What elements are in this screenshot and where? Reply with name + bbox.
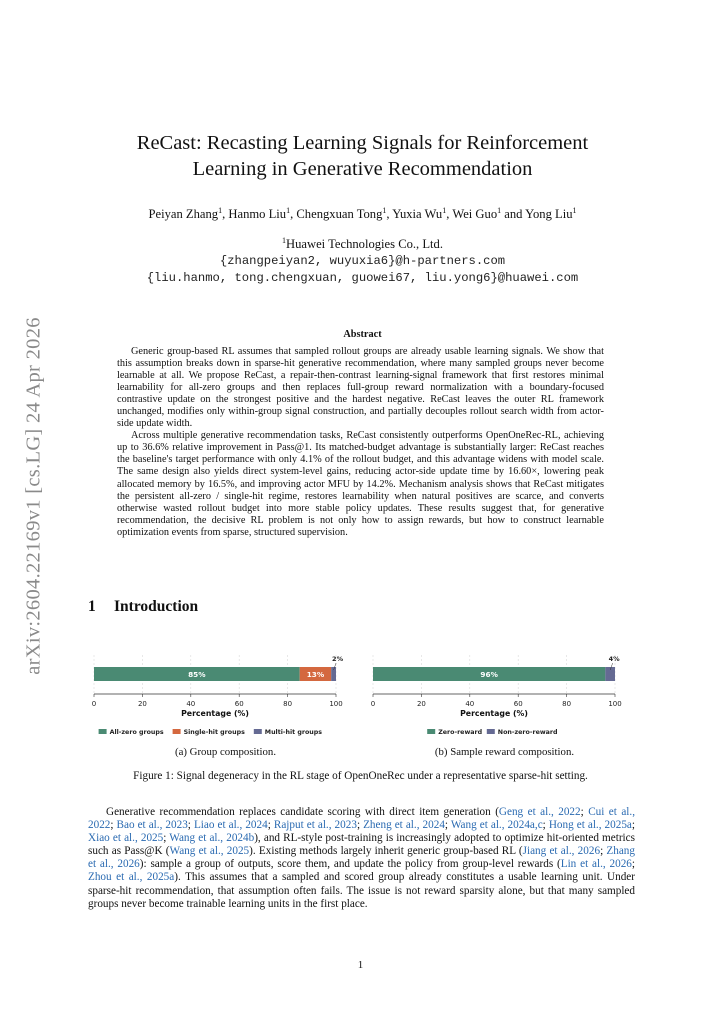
title-line-2: Learning in Generative Recommendation [192, 158, 533, 180]
abstract-paragraph-1: Generic group-based RL assumes that sampled rollout groups are already usable learning signals. We show that this assumption breaks down in sparse-hit generative recommendation, where many sampled groups never become learnable at all. We propose ReCast, a repair-then-contrast learning-signal framework that first restores minimal learnability for all-zero groups and then replaces full-group reward normalization with a boundary-focused contrastive update on the strongest positive and the hardest negative. ReCast leaves the outer RL framework unchanged, modifies only within-group signal construction, and partially decouples rollout search width from actor-side update width. [117, 346, 604, 430]
figure-caption: Figure 1: Signal degeneracy in the RL stage of OpenOneRec under a representative sparse-hit setting. [133, 770, 588, 782]
tick-label: 80 [562, 700, 572, 708]
subcaption-a: (a) Group composition. [174, 746, 277, 758]
citation-link[interactable]: Wang et al., 2024b [169, 832, 255, 845]
citation-link[interactable]: Liao et al., 2024 [193, 819, 268, 832]
legend-label: Zero-reward [438, 729, 483, 736]
tick-label: 0 [91, 700, 97, 708]
citation-link[interactable]: Wang et al., 2025 [169, 845, 250, 858]
tick-label: 40 [465, 700, 475, 708]
x-axis-label: Percentage (%) [181, 709, 249, 718]
legend-swatch [427, 729, 435, 734]
tick-label: 60 [234, 700, 244, 708]
author-name: Peiyan Zhang [148, 207, 219, 222]
legend-swatch [487, 729, 495, 734]
subcaption-b: (b) Sample reward composition. [434, 746, 575, 758]
data-label: 85% [188, 670, 206, 679]
affiliation: $^1$Huawei Technologies Co., Ltd. [282, 236, 443, 252]
author-affiliation-mark: 1 [572, 206, 577, 215]
tick-label: 0 [370, 700, 376, 708]
citation-link[interactable]: Cui et al., 2022 [88, 806, 635, 832]
author-name: Chengxuan Tong [296, 207, 383, 222]
author-list: Peiyan Zhang$^1$, Hanmo Liu$^1$, Chengxuan Tong$^1$, Yuxia Wu$^1$, Wei Guo$^1$ and Yong Liu$^1$ [148, 206, 577, 222]
citation-link[interactable]: Hong et al., 2025a [548, 819, 632, 832]
page-number: 1 [357, 959, 364, 971]
legend-label: Single-hit groups [183, 729, 245, 736]
paper-title [90, 130, 635, 182]
legend-label: Non-zero-reward [497, 729, 558, 736]
legend-swatch [99, 729, 107, 734]
citation-link[interactable]: Bao et al., 2023 [116, 819, 188, 832]
tick-label: 100 [608, 700, 622, 708]
legend-label: Multi-hit groups [264, 729, 323, 736]
citation-link[interactable]: Geng et al., 2022 [498, 806, 581, 818]
citation-link[interactable]: Lin et al., 2026 [560, 858, 632, 871]
data-label: 13% [306, 670, 325, 679]
bar-segment [331, 667, 336, 681]
citation-link[interactable]: Zheng et al., 2024 [363, 819, 445, 832]
citation-link[interactable]: Xiao et al., 2025 [88, 832, 164, 845]
author-name: Yuxia Wu [392, 207, 443, 222]
data-label: 2% [332, 655, 344, 663]
abstract-body [117, 346, 604, 539]
abstract-heading: Abstract [343, 329, 382, 340]
data-label: 96% [480, 670, 498, 679]
citation-link[interactable]: Zhang et al., 2026 [88, 845, 635, 871]
tick-label: 20 [137, 700, 147, 708]
citation-link[interactable]: Rajput et al., 2023 [273, 819, 357, 832]
author-affiliation-mark: 1 [382, 206, 387, 215]
tick-label: 40 [186, 700, 196, 708]
chart-svg [88, 650, 363, 742]
arxiv-identifier: arXiv:2604.22169v1 [cs.LG] 24 Apr 2026 [22, 317, 45, 675]
tick-label: 100 [329, 700, 343, 708]
title-line-1: ReCast: Recasting Learning Signals for Reinforcement [136, 132, 589, 154]
author-name: Hanmo Liu [228, 207, 287, 222]
tick-label: 80 [283, 700, 293, 708]
legend-swatch [173, 729, 181, 734]
author-name: Yong Liu [525, 207, 573, 222]
legend-swatch [254, 729, 262, 734]
intro-paragraph: Generative recommendation replaces candidate scoring with direct item generation (Geng et al., 2022; Cui et al., 2022; Bao et al., 2023; Liao et al., 2024; Rajput et al., 2023; Zheng et al., 2024; Wang et al., 2024a,c; Hong et al., 2025a; Xiao et al., 2025; Wang et al., 2024b), and RL-style post-training is increasingly adopted to optimize hit-oriented metrics such as Pass@K (Wang et al., 2025). Existing methods largely inherit generic group-based RL (Jiang et al., 2026; Zhang et al., 2026): sample a group of outputs, score them, and update the policy from group-level rewards (Lin et al., 2026; Zhou et al., 2025a). This assumes that a sampled and scored group already constitutes a usable learning unit. Under sparse-hit recommendation, that assumption often fails. The issue is not reward sparsity alone, but that many sampled groups never become trainable learning units in the first place. [88, 806, 636, 910]
author-affiliation-mark: 1 [442, 206, 447, 215]
sample-reward-chart [367, 650, 642, 742]
email-line-1[interactable]: {zhangpeiyan2, wuyuxia6}@h-partners.com [219, 254, 506, 268]
group-composition-chart [88, 650, 363, 742]
bar-segment [605, 667, 615, 681]
author-affiliation-mark: 1 [286, 206, 291, 215]
citation-link[interactable]: Zhou et al., 2025a [88, 871, 175, 884]
data-label: 4% [608, 655, 620, 663]
author-affiliation-mark: 1 [218, 206, 223, 215]
introduction-body [88, 806, 635, 911]
author-name: Wei Guo [452, 207, 498, 222]
email-line-2[interactable]: {liu.hanmo, tong.chengxuan, guowei67, liu.yong6}@huawei.com [146, 271, 579, 285]
tick-label: 20 [416, 700, 426, 708]
abstract-paragraph-2: Across multiple generative recommendation tasks, ReCast consistently outperforms OpenOneRec-RL, achieving up to 36.6% relative improvement in Pass@1. Its matched-budget advantage is substantially larger: ReCast reaches the baseline's target performance with only 4.1% of the rollout budget, and this advantage widens with model scale. The same design also yields direct system-level gains, reducing actor-side update time by 16.60×, lowering peak allocated memory by 16.5%, and improving actor MFU by 14.2%. Mechanism analysis shows that ReCast mitigates the persistent all-zero / single-hit regime, restores learnability when natural positives are scarce, and converts otherwise wasted rollout budget into more stable policy updates. These results suggest that, for generative recommendation, the decisive RL problem is not only how to assign rewards, but how to construct learnable optimization events from sparse, structured supervision. [117, 430, 604, 538]
legend-label: All-zero groups [109, 729, 164, 736]
citation-link[interactable]: Wang et al., 2024a,c [450, 819, 543, 832]
section-heading: 1 Introduction [88, 598, 199, 615]
tick-label: 60 [513, 700, 523, 708]
x-axis-label: Percentage (%) [460, 709, 528, 718]
citation-link[interactable]: Jiang et al., 2026 [522, 845, 601, 858]
chart-svg [367, 650, 642, 742]
author-affiliation-mark: 1 [497, 206, 502, 215]
